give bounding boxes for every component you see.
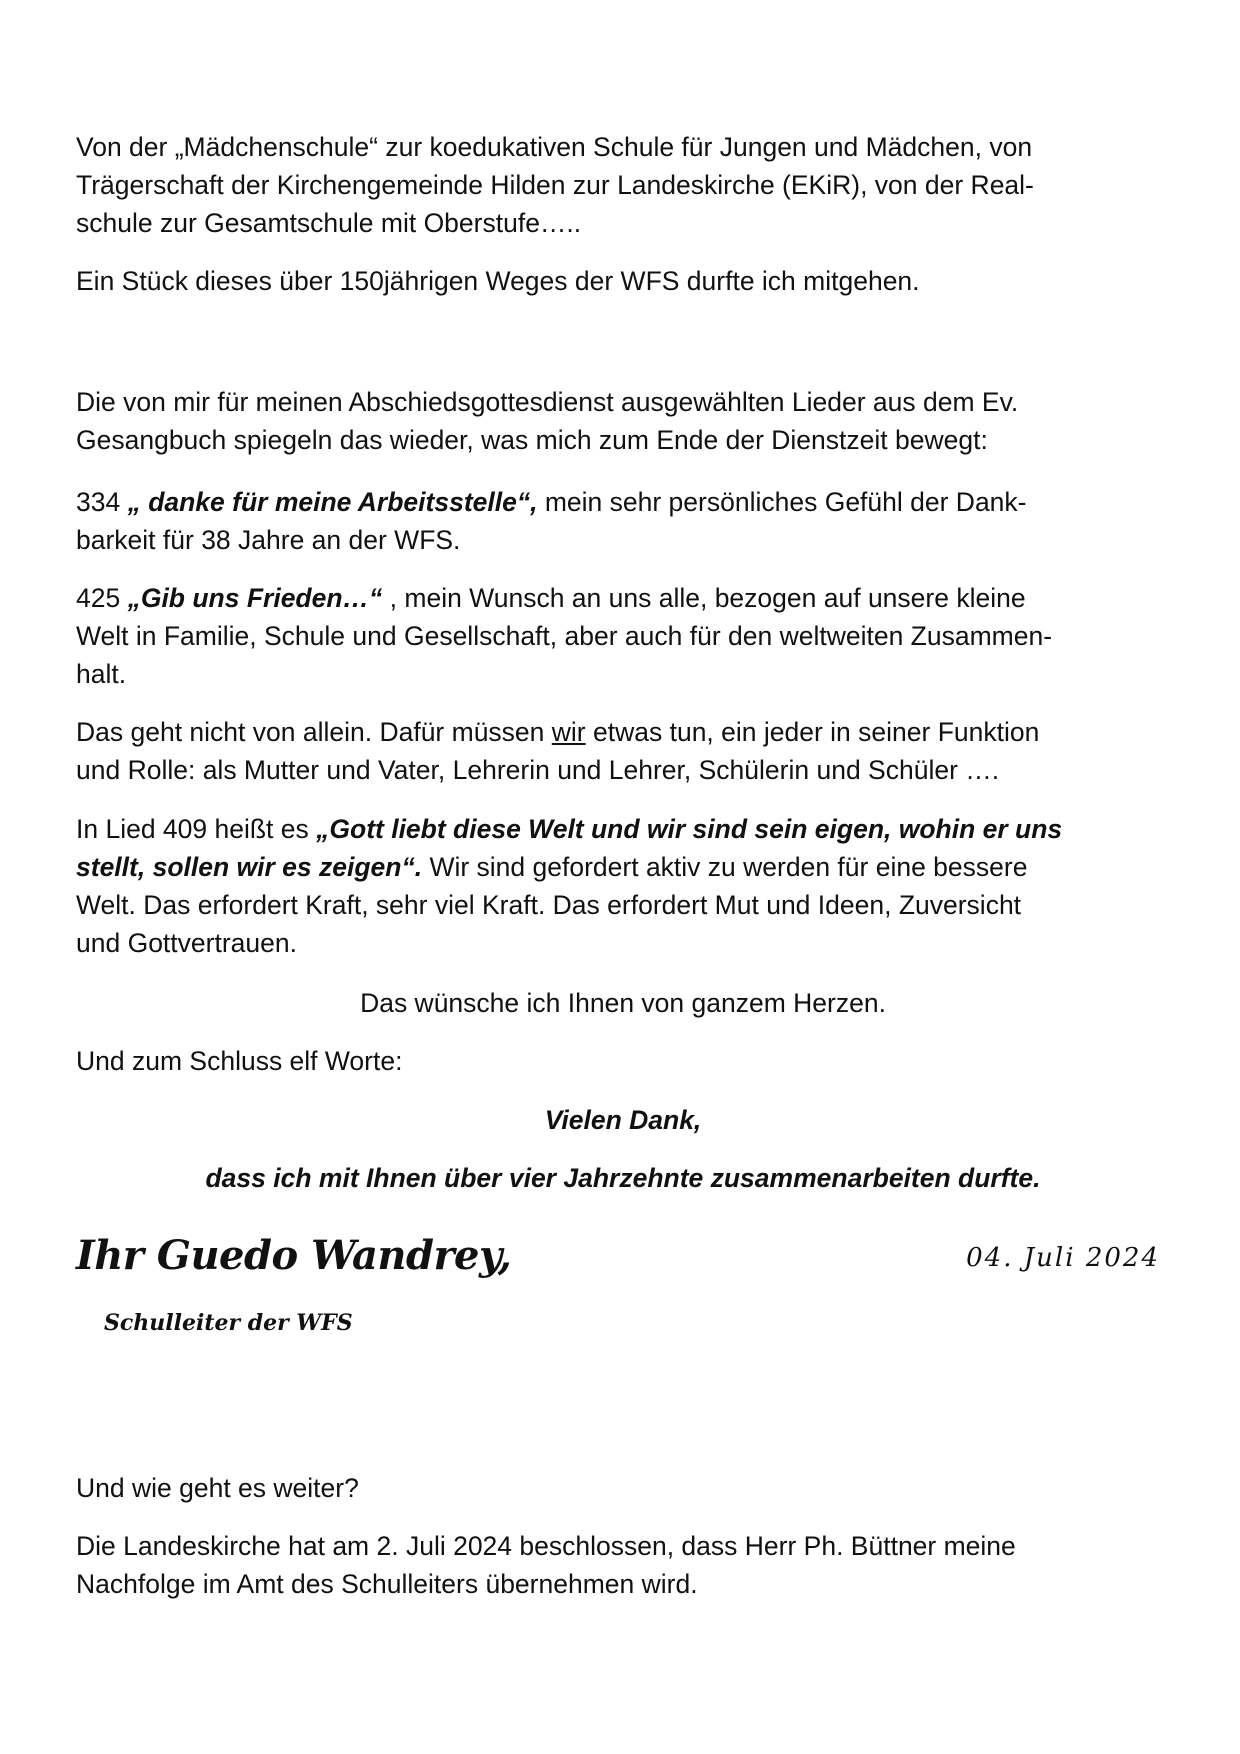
- together-line: [76, 713, 1170, 751]
- songs-intro-paragraph: [76, 383, 1170, 459]
- intro-line: Von der „Mädchenschule“ zur koedukativen Schule für Jungen und Mädchen, von: [76, 132, 1033, 162]
- song-425-number: 425: [76, 583, 128, 613]
- song-334-text: mein sehr persönliches Gefühl der Dank-: [537, 487, 1027, 517]
- song-409-quote: „Gott liebt diese Welt und wir sind sein eigen, wohin er uns: [316, 814, 1063, 844]
- song-334-text-line: barkeit für 38 Jahre an der WFS.: [76, 525, 461, 555]
- closing-intro-line: Und zum Schluss elf Worte:: [76, 1046, 403, 1076]
- outlook-line: Nachfolge im Amt des Schulleiters übernehmen wird.: [76, 1569, 698, 1599]
- thanks-line-2: [76, 1159, 1170, 1197]
- wish-paragraph: [76, 984, 1170, 1022]
- together-text: Das geht nicht von allein. Dafür müssen: [76, 717, 552, 747]
- together-paragraph: [76, 713, 1170, 789]
- thanks-line-1: [76, 1101, 1170, 1139]
- intro-paragraph: [76, 128, 1170, 242]
- closing-intro-paragraph: [76, 1042, 1170, 1080]
- song-409-text: Wir sind gefordert aktiv zu werden für eine bessere: [422, 852, 1028, 882]
- letter-page: [76, 0, 1170, 1754]
- together-underlined-word: wir: [551, 717, 586, 747]
- intro-line: Trägerschaft der Kirchengemeinde Hilden zur Landeskirche (EKiR), von der Real-: [76, 170, 1034, 200]
- signature-date: 04. Juli 2024: [966, 1243, 1160, 1273]
- outlook-question: Und wie geht es weiter?: [76, 1473, 359, 1503]
- outlook-paragraph: [76, 1527, 1170, 1603]
- song-425-text: , mein Wunsch an uns alle, bezogen auf unsere kleine: [382, 583, 1026, 613]
- songs-intro-line: Gesangbuch spiegeln das wieder, was mich zum Ende der Dienstzeit bewegt:: [76, 425, 988, 455]
- song-425-title: „Gib uns Frieden…“: [127, 583, 383, 613]
- thanks-text: dass ich mit Ihnen über vier Jahrzehnte zusammenarbeiten durfte.: [205, 1163, 1041, 1193]
- song-425-paragraph: [76, 579, 1170, 693]
- song-409-line: [76, 848, 1170, 886]
- song-425-text-line: halt.: [76, 659, 127, 689]
- song-409-line: Welt. Das erfordert Kraft, sehr viel Kraft. Das erfordert Mut und Ideen, Zuversicht: [76, 890, 1022, 920]
- wish-line: Das wünsche ich Ihnen von ganzem Herzen.: [360, 988, 886, 1018]
- song-409-line: und Gottvertrauen.: [76, 928, 297, 958]
- song-334-number: 334: [76, 487, 128, 517]
- song-425-text-line: Welt in Familie, Schule und Gesellschaft, aber auch für den weltweiten Zusammen-: [76, 621, 1053, 651]
- songs-intro-line: Die von mir für meinen Abschiedsgottesdienst ausgewählten Lieder aus dem Ev.: [76, 387, 1019, 417]
- outlook-line: Die Landeskirche hat am 2. Juli 2024 beschlossen, dass Herr Ph. Büttner meine: [76, 1531, 1016, 1561]
- path-paragraph: [76, 262, 1170, 300]
- path-sentence: Ein Stück dieses über 150jährigen Weges der WFS durfte ich mitgehen.: [76, 266, 920, 296]
- song-409-line: [76, 810, 1170, 848]
- song-409-prefix: In Lied 409 heißt es: [76, 814, 317, 844]
- song-334-title: „ danke für meine Arbeitsstelle“,: [127, 487, 538, 517]
- signature-name: Ihr Guedo Wandrey,: [76, 1232, 512, 1279]
- song-409-quote: stellt, sollen wir es zeigen“.: [76, 852, 423, 882]
- signature-role: Schulleiter der WFS: [104, 1310, 353, 1336]
- song-425-line: [76, 579, 1170, 617]
- thanks-text: Vielen Dank,: [544, 1105, 702, 1135]
- together-line: und Rolle: als Mutter und Vater, Lehrerin und Lehrer, Schülerin und Schüler ….: [76, 755, 1000, 785]
- song-409-paragraph: [76, 810, 1170, 962]
- outlook-question-paragraph: [76, 1469, 1170, 1507]
- song-334-line: [76, 483, 1170, 521]
- intro-line: schule zur Gesamtschule mit Oberstufe…..: [76, 208, 582, 238]
- song-334-paragraph: [76, 483, 1170, 559]
- together-text: etwas tun, ein jeder in seiner Funktion: [585, 717, 1040, 747]
